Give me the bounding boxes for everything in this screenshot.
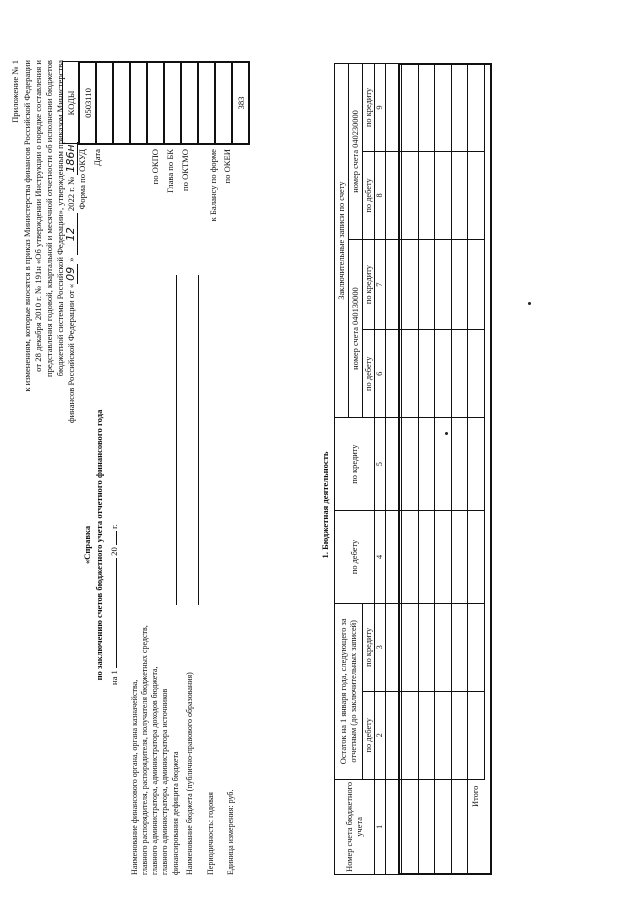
col-turnover-debit-header: по дебету [335, 511, 375, 604]
report-date-field [108, 558, 117, 668]
date-code [96, 62, 113, 144]
budget-name-line [198, 275, 199, 605]
col-turnover-credit-header: по кредиту [335, 418, 375, 511]
codes-header: КОДЫ [63, 62, 80, 144]
data-rows-frame [398, 63, 492, 875]
account-b-debit-header: по дебету [363, 151, 375, 239]
glava-code [164, 62, 181, 144]
order-date-month: 12 [64, 213, 78, 255]
scan-speck [528, 302, 531, 305]
okud-label: Форма по ОКУД [77, 149, 87, 210]
column-number: 8 [375, 151, 386, 239]
total-label: Итого [471, 785, 481, 807]
order-date-day: 09 [64, 264, 78, 284]
account-a-debit-header: по дебету [363, 330, 375, 418]
section-title: 1. Бюджетная деятельность [320, 451, 330, 559]
header-line-4: бюджетной системы Российской Федерации», утвержденным приказом Министерства [55, 60, 65, 377]
balance-form-label: к Балансу по форме [208, 149, 218, 222]
org-name-line [176, 275, 177, 605]
org-name-label-5: финансирования дефицита бюджета [171, 751, 180, 875]
column-number: 1 [375, 779, 386, 874]
order-date-year: 2022 г. № [66, 176, 76, 212]
account-a-number: 040130000 [350, 287, 360, 325]
form-subtitle: по заключению счетов бюджетного учета отчетного финансового года [94, 409, 104, 681]
header-line-1: к изменениям, которые вносятся в приказ Министерства финансов Российской Федерации [22, 60, 32, 392]
col-account-header: Номер счета бюджетного учета [335, 779, 375, 874]
column-number: 7 [375, 239, 386, 329]
column-number-row [375, 64, 386, 875]
balance-debit-header: по дебету [363, 691, 375, 779]
form-title: «Справка [82, 525, 92, 565]
report-date-prefix: на 1 [109, 670, 119, 685]
col-balance-header: Остаток на 1 января года, следующего за отчетным (до заключительных записей) [335, 603, 363, 779]
org-name-label-2: главного распорядителя, распорядителя, получателя бюджетных средств, [140, 625, 149, 875]
account-a-header [349, 239, 363, 417]
appendix-label: Приложение № 1 [10, 60, 20, 123]
blank-code-1 [113, 62, 130, 144]
okei-code: 383 [232, 62, 249, 144]
account-b-prefix: номер счета [350, 149, 360, 193]
column-number: 2 [375, 691, 386, 779]
account-b-header [349, 64, 363, 240]
report-date-line [108, 345, 120, 685]
report-year-suffix: г. [109, 524, 119, 529]
column-number: 4 [375, 511, 386, 604]
column-number: 9 [375, 64, 386, 152]
account-b-credit-header: по кредиту [363, 64, 375, 152]
org-name-label-4: главного администратора, администратора источников [160, 688, 169, 875]
balance-form-code [215, 62, 232, 144]
date-label: Дата [92, 149, 102, 167]
unit-label: Единица измерения: руб. [226, 789, 235, 875]
balance-credit-header: по кредиту [363, 603, 375, 691]
codes-table [62, 61, 250, 145]
account-a-prefix: номер счета [350, 327, 360, 370]
header-line-3: представления годовой, квартальной и месячной отчетности об исполнении бюджетов [44, 60, 54, 377]
account-b-number: 040230000 [350, 110, 360, 148]
blank-code-3 [198, 62, 215, 144]
table-header-row-1 [335, 64, 349, 875]
okei-label: по ОКЕИ [222, 149, 232, 184]
report-year-prefix: 20 [109, 547, 119, 556]
header-line-5: финансов Российской Федерации от «09 » 12 2022 г. № 186н [64, 144, 77, 423]
column-number: 5 [375, 418, 386, 511]
glava-label: Глава по БК [165, 149, 175, 194]
col-final-entries-header: Заключительные записи по счету [335, 64, 349, 418]
oktmo-label: по ОКТМО [180, 149, 190, 191]
org-name-label-1: Наименование финансового органа, органа казначейства, [130, 679, 139, 875]
order-number: 186н [64, 144, 77, 173]
budget-name-label: Наименование бюджета (публично-правового образования) [185, 672, 194, 875]
column-number: 6 [375, 330, 386, 418]
okud-code: 0503110 [79, 62, 96, 144]
header-line-5-text: финансов Российской Федерации от « [66, 283, 76, 423]
okpo-label: по ОКПО [150, 149, 160, 185]
org-name-label-3: главного администратора, администратора доходов бюджета, [150, 666, 159, 875]
account-a-credit-header: по кредиту [363, 239, 375, 329]
report-year-field [108, 531, 117, 545]
header-line-2: от 28 декабря 2010 г. № 191н «Об утверждении Инструкции о порядке составления и [33, 60, 43, 372]
okpo-code [147, 62, 164, 144]
oktmo-code [181, 62, 198, 144]
column-number: 3 [375, 603, 386, 691]
periodicity-label: Периодичность: годовая [206, 792, 215, 875]
scan-speck [445, 432, 448, 435]
blank-code-2 [130, 62, 147, 144]
